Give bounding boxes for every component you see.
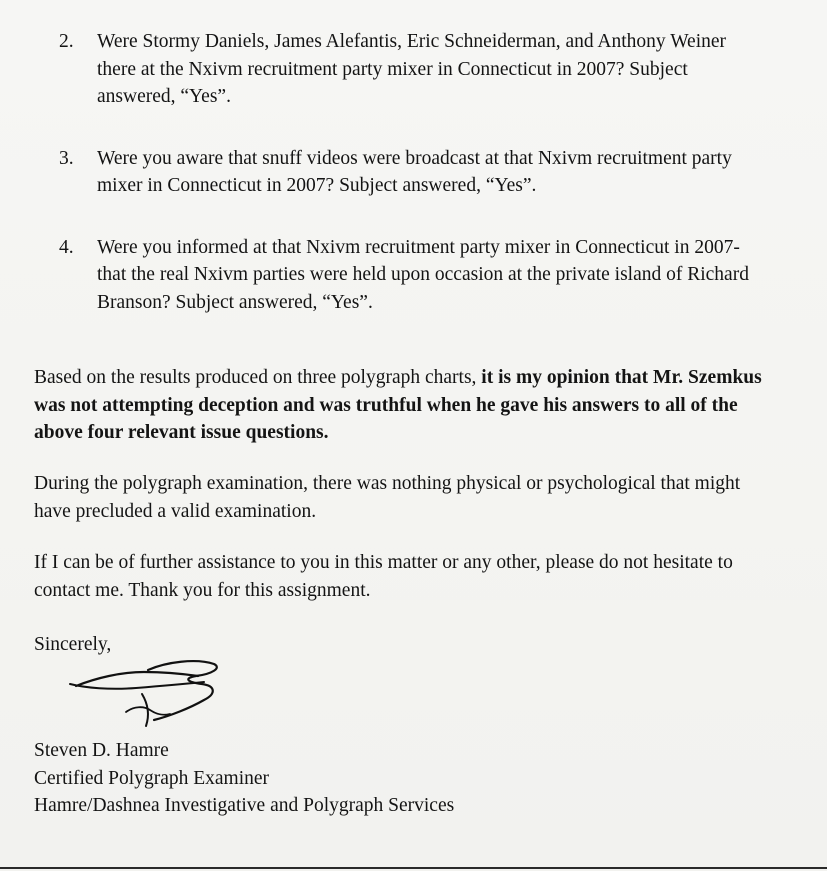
signer-title: Certified Polygraph Examiner (34, 767, 270, 789)
closing-salutation: Sincerely, (34, 634, 112, 655)
examination-line: During the polygraph examination, there was nothing physical or psychological that might (34, 473, 741, 494)
opinion-plain-text: Based on the results produced on three polygraph charts, (34, 367, 482, 388)
signer-block (34, 737, 454, 820)
question-item (59, 145, 819, 200)
opinion-bold-text: was not attempting deception and was truthful when he gave his answers to all of the (34, 394, 738, 416)
question-line: mixer in Connecticut in 2007? Subject answered, “Yes”. (97, 175, 537, 196)
opinion-paragraph (34, 364, 814, 447)
question-number: 3. (59, 147, 74, 169)
assistance-paragraph (34, 549, 814, 604)
opinion-line (34, 392, 814, 420)
question-number: 4. (59, 236, 74, 258)
opinion-bold-text: above four relevant issue questions. (34, 422, 329, 443)
signer-name: Steven D. Hamre (34, 740, 169, 761)
handwritten-signature (66, 654, 236, 732)
question-list (59, 28, 819, 350)
question-line: that the real Nxivm parties were held upon occasion at the private island of Richard (97, 264, 749, 285)
question-line: Were you aware that snuff videos were broadcast at that Nxivm recruitment party (97, 147, 732, 169)
question-line: Branson? Subject answered, “Yes”. (97, 291, 373, 313)
assistance-line: contact me. Thank you for this assignment. (34, 579, 371, 601)
opinion-line (34, 364, 814, 392)
opinion-line (34, 419, 814, 447)
question-line: answered, “Yes”. (97, 86, 231, 107)
question-item (59, 28, 819, 111)
assistance-line: If I can be of further assistance to you in this matter or any other, please do not hesitate to (34, 552, 733, 573)
question-line: Were you informed at that Nxivm recruitment party mixer in Connecticut in 2007- (97, 236, 740, 258)
signer-company: Hamre/Dashnea Investigative and Polygraph Services (34, 795, 455, 816)
question-number: 2. (59, 31, 74, 52)
question-item (59, 234, 819, 317)
examination-line: have precluded a valid examination. (34, 500, 317, 522)
page-bottom-rule (0, 867, 827, 869)
question-line: there at the Nxivm recruitment party mixer in Connecticut in 2007? Subject (97, 58, 688, 80)
examination-paragraph (34, 470, 814, 525)
opinion-bold-text: it is my opinion that Mr. Szemkus (481, 367, 762, 388)
question-line: Were Stormy Daniels, James Alefantis, Eric Schneiderman, and Anthony Weiner (97, 31, 727, 52)
